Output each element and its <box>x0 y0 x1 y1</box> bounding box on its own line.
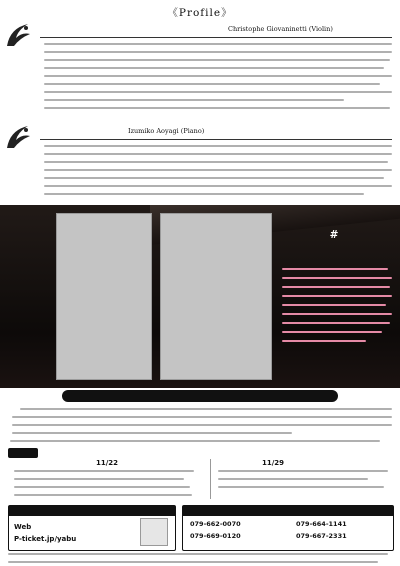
phone-contact: 079-667-2331 <box>296 532 347 540</box>
phone-contact: 079-669-0120 <box>190 532 241 540</box>
section-rule <box>40 139 392 140</box>
performer-name-en: Christophe Giovaninetti (Violin) <box>228 25 333 33</box>
profile-title: 《Profile》 <box>167 7 233 19</box>
performer-name-en: Izumiko Aoyagi (Piano) <box>128 127 205 135</box>
performer-name-piano <box>40 125 205 136</box>
section-rule <box>40 37 392 38</box>
phone-contact: 079-664-1141 <box>296 520 347 528</box>
ornament-icon <box>4 20 34 50</box>
qr-code-icon[interactable] <box>140 518 168 546</box>
performer-name-violin <box>40 23 333 34</box>
sale-badge <box>8 448 38 458</box>
phone-contact: 079-662-0070 <box>190 520 241 528</box>
duo-caption-line1: # <box>329 229 339 241</box>
web-ticket-url[interactable]: P-ticket.jp/yabu <box>14 535 77 543</box>
web-ticket-label: Web <box>14 523 32 531</box>
general-sale-dates: 11/22 <box>96 459 119 467</box>
pianist-photo <box>160 213 272 380</box>
phone-ticket-heading <box>183 506 393 516</box>
ticket-info-banner <box>62 390 338 402</box>
duo-caption <box>278 227 390 244</box>
sale-divider <box>210 459 211 499</box>
web-ticket-heading <box>9 506 175 516</box>
ornament-icon <box>4 122 34 152</box>
public-sale-dates: 11/29 <box>262 459 285 467</box>
violinist-photo <box>56 213 152 380</box>
